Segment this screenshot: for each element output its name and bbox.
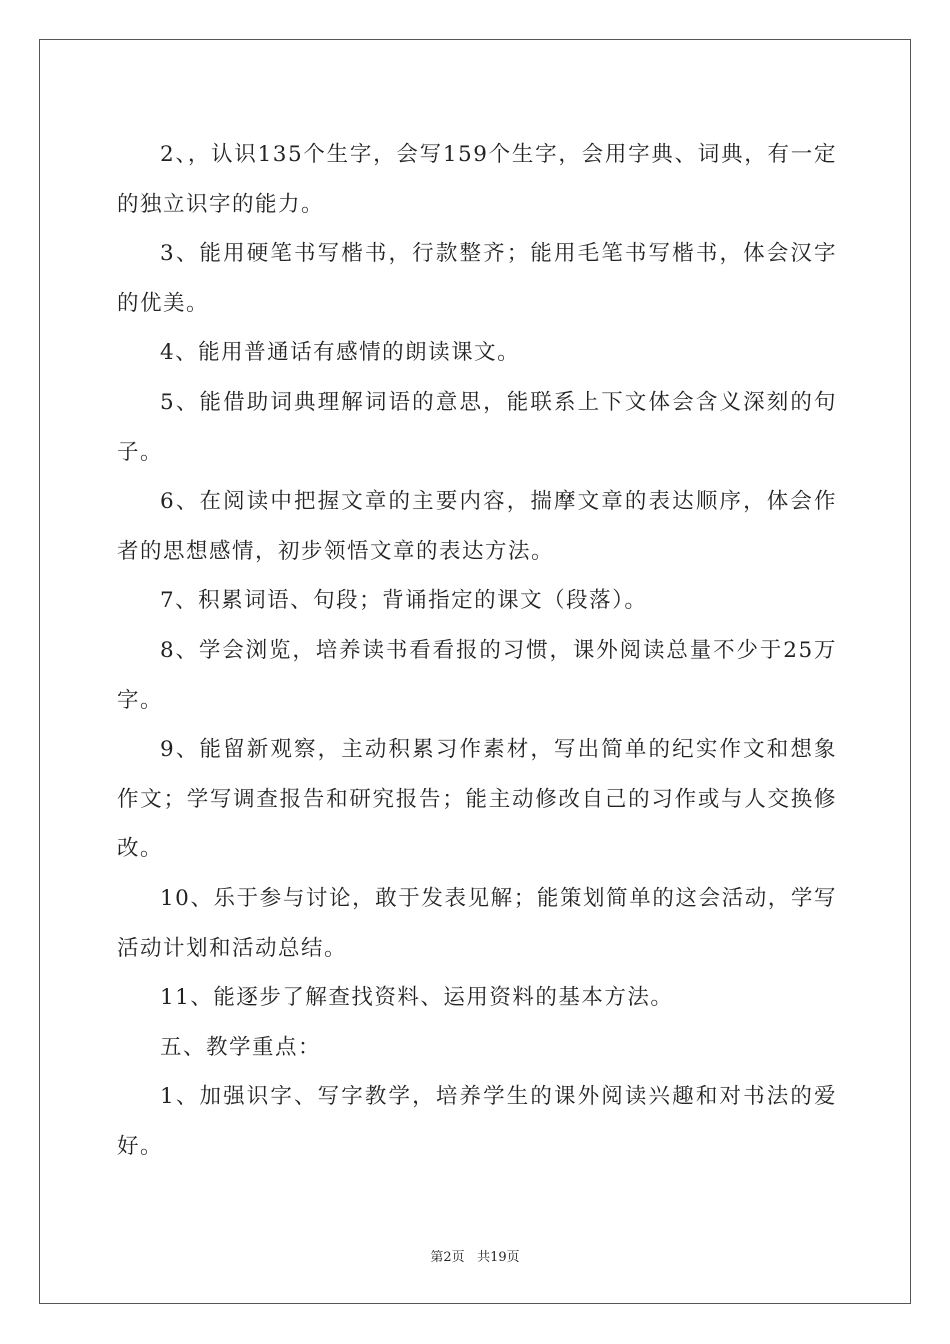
paragraph: 1、加强识字、写字教学，培养学生的课外阅读兴趣和对书法的爱好。 xyxy=(117,1084,837,1159)
paragraph: 2、，认识135个生字，会写159个生字，会用字典、词典，有一定的独立识字的能力。 xyxy=(117,142,837,217)
paragraph: 10、乐于参与讨论，敢于发表见解；能策划简单的这会活动，学写活动计划和活动总结。 xyxy=(117,885,837,961)
paragraph: 3、能用硬笔书写楷书，行款整齐；能用毛笔书写楷书，体会汉字的优美。 xyxy=(117,241,837,316)
document-body xyxy=(117,130,837,1171)
paragraph: 9、能留新观察，主动积累习作素材，写出简单的纪实作文和想象作文；学写调查报告和研究报告；能主动修改自己的习作或与人交换修改。 xyxy=(117,737,837,862)
paragraph: 5、能借助词典理解词语的意思，能联系上下文体会含义深刻的句子。 xyxy=(117,389,837,465)
page-footer xyxy=(0,1246,950,1265)
page-total: 共19页 xyxy=(477,1250,520,1265)
paragraph: 7、积累词语、句段；背诵指定的课文（段落）。 xyxy=(160,588,648,614)
paragraph: 6、在阅读中把握文章的主要内容，揣摩文章的表达顺序，体会作者的思想感情，初步领悟文章的表达方法。 xyxy=(117,489,837,564)
paragraph: 4、能用普通话有感情的朗读课文。 xyxy=(160,340,521,366)
page-number: 第2页 xyxy=(430,1250,465,1265)
paragraph: 11、能逐步了解查找资料、运用资料的基本方法。 xyxy=(160,985,674,1011)
paragraph: 8、学会浏览，培养读书看看报的习惯，课外阅读总量不少于25万字。 xyxy=(117,637,837,713)
section-heading: 五、教学重点： xyxy=(160,1034,322,1060)
